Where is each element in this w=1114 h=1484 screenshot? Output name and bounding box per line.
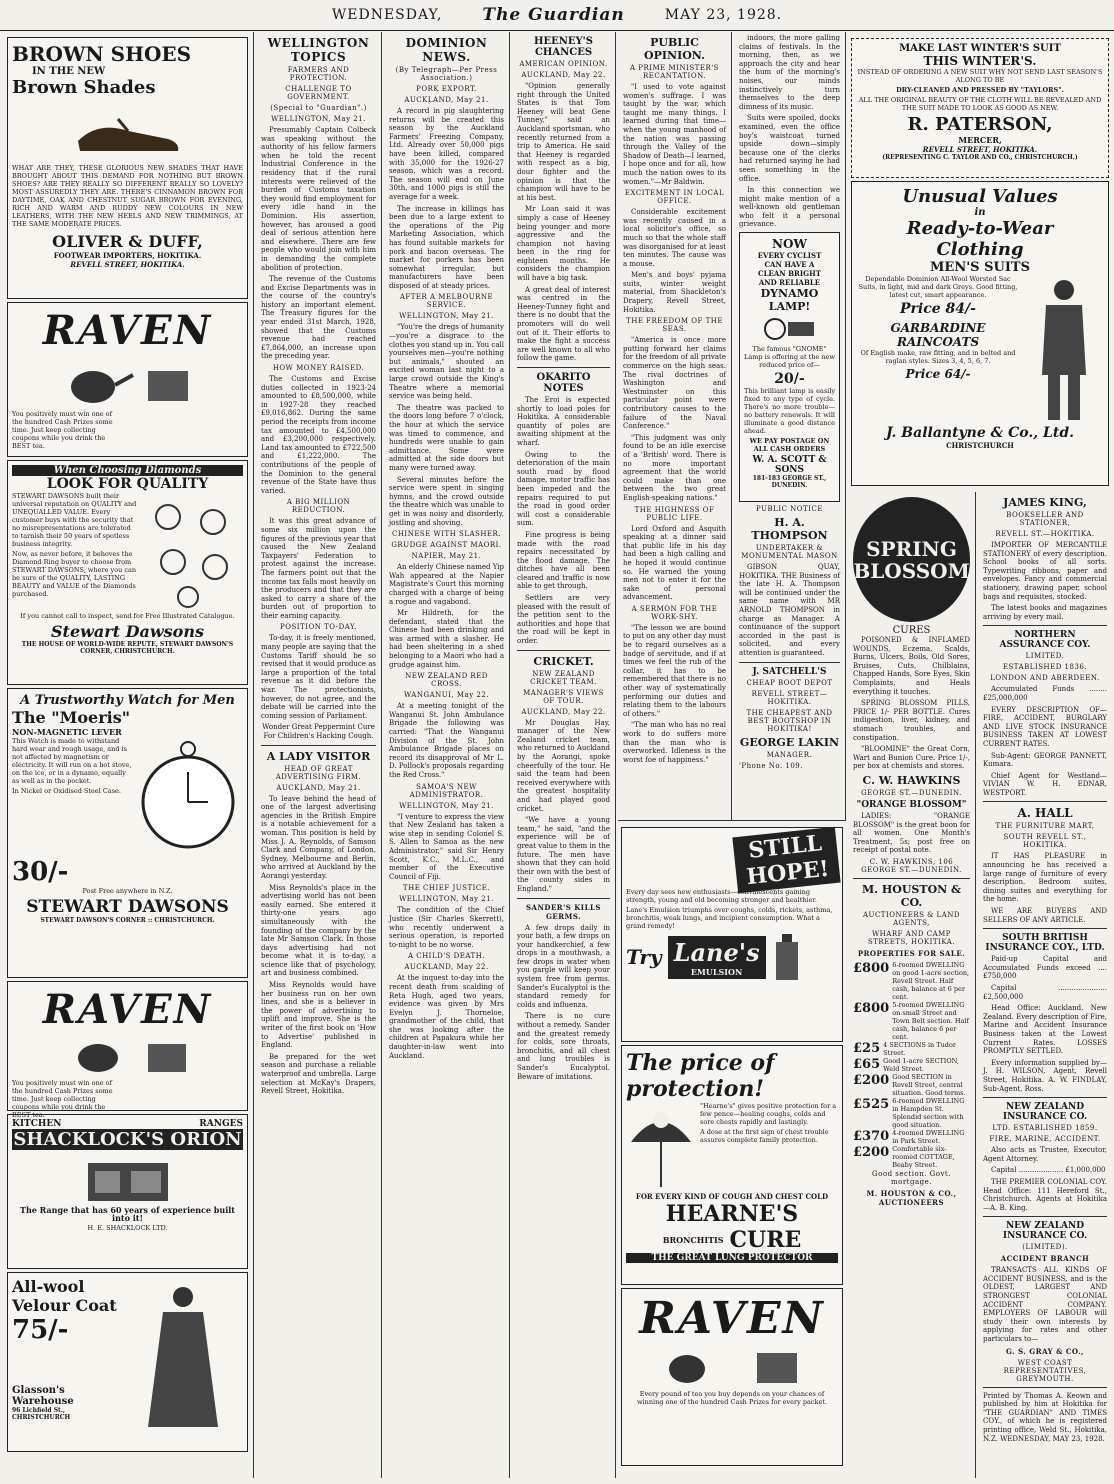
po-h3: THE FREEDOM OF THE SEAS. (626, 317, 723, 334)
lv-p8: Miss Reynolds's place in the advertising world has not been easily earned. She entered it thirty-one years ago simultaneously with the founding of the company by the late Mr Samson Clark. In those days advertising had not become what it is to-day, a science like that of psychology, art and business combined. (261, 883, 376, 978)
north-body: EVERY DESCRIPTION OF—FIRE, ACCIDENT, BURGLARY AND LIVE STOCK INSURANCE BUSINESS TAKEN AT LOWEST CURRENT RATES. (983, 705, 1107, 748)
houston-sub: AUCTIONEERS & LAND AGENTS, (862, 910, 961, 927)
bicycle-lamp-icon (760, 316, 820, 342)
north-est: ESTABLISHED 1836. (1002, 663, 1088, 672)
blossom-title: SPRING BLOSSOM (853, 536, 970, 583)
wt-h4: POSITION TO-DAY. (280, 623, 357, 632)
brown-title: BROWN SHOES (12, 42, 192, 66)
velour-addr: 96 Lichfield St., CHRISTCHURCH (12, 1407, 71, 1421)
watch-head: A Trustworthy Watch for Men (20, 693, 235, 708)
watch-firm-sub: STEWART DAWSON'S CORNER :: CHRISTCHURCH. (40, 917, 215, 924)
heeney-date: AUCKLAND, May 22. (521, 71, 606, 79)
diamond-ring-icon (143, 492, 243, 612)
blossom-orange: "ORANGE BLOSSOM" (856, 799, 967, 810)
thompson-body: GIBSON QUAY, HOKITIKA. THE Business of the late H. A. Thompson will be continued under the same name with MR ARNOLD THOMPSON in charge as Manager. A continuance of the support accorded in the past is solicited, and every attention is guaranteed. (739, 563, 840, 657)
dynamo-lamp-ad (739, 232, 840, 502)
dominion-news-heading: DOMINION NEWS. (405, 36, 488, 64)
dynamo-firm: W. A. SCOTT & SONS (752, 455, 827, 476)
watch-case: In Nickel or Oxidised Steel Case. (12, 787, 121, 795)
dynamo-pay: WE PAY POSTAGE ON ALL CASH ORDERS (749, 437, 830, 454)
raven-tea-ad-1 (7, 302, 248, 457)
suit-clean: DRY-CLEANED AND PRESSED BY "TAYLORS". (896, 86, 1064, 94)
houston-prop: PROPERTIES FOR SALE. (857, 948, 966, 958)
dynamo-h4: CLEAN BRIGHT (758, 269, 821, 279)
imprint: Printed by Thomas A. Keown and published by him at Hokitika for "THE GUARDIAN" AND TIMES COY., of which he is registered printing office, Weld St., Hokitika, N.Z. WEDNESDAY, MAY 23, 1928. (983, 1391, 1107, 1443)
raven-text: You positively must win one of the hundred Cash Prizes some time. Just keep collecting coupons while you drink the BEST tea. (12, 410, 113, 450)
paterson-ad (851, 38, 1109, 178)
satchell-sub: CHEAP BOOT DEPOT (746, 678, 833, 687)
po-h4: THE HIGHNESS OF PUBLIC LIFE. (634, 505, 715, 522)
diam-title: LOOK FOR QUALITY (46, 476, 209, 492)
diamond-ad (7, 460, 248, 685)
diam-firm: Stewart Dawsons (51, 622, 204, 641)
column-4 (512, 32, 616, 1478)
wellington-topics-heading: WELLINGTON TOPICS (267, 36, 370, 64)
nzi2-name: NEW ZEALAND INSURANCE CO. (1002, 1221, 1088, 1242)
wt-sub2: CHALLENGE TO GOVERNMENT. (285, 85, 352, 101)
dn-p11: At the inquest to-day into the recent death from scalding of Reta Hugh, aged two years, evidence was given by Mrs Evelyn J. Thorneloe, grandmother of the child, that she was looking after the children at Papakura while her daughter-in-law went into Auckland. (389, 974, 504, 1060)
bal-firm: J. Ballantyne & Co., Ltd. (886, 425, 1074, 441)
c6-p1: indoors, the more galling claims of festivals. In the morning, then, as we approach the city and hear the hum of the morning's noises, our minds instinctively turn themselves to the deep dimness of its music. (739, 34, 840, 111)
lady-coat-icon (123, 1277, 243, 1437)
orion-firm: H. E. SHACKLOCK LTD. (87, 1224, 168, 1232)
wt-sub1: FARMERS AND PROTECTION. (287, 66, 350, 82)
po-p4: "America is once more putting forward her claims for the freedom of all private commerce on the high seas. The rival doctrines of Washington and Westminster on this particular point were contributory causes to the failure of the Naval Conference." (623, 336, 726, 431)
dn-h6-date: WELLINGTON, May 21. (399, 801, 494, 810)
hall-sub: THE FURNITURE MART, (995, 822, 1095, 831)
suit-body: INSTEAD OF ORDERING A NEW SUIT WHY NOT SEND LAST SEASON'S ALONG TO BE (857, 68, 1103, 84)
divider (853, 878, 970, 879)
lanes-name: Lane's (673, 937, 760, 967)
lakin-sub: MANAGER. (766, 750, 813, 759)
bal-desc: Dependable Dominion All-Wool Worsted Sac Suits, in light, mid and dark Greys. Good fitting, latest cut, smart appearance. (858, 275, 1018, 299)
houston-good: Good section. Govt. mortgage. (872, 1169, 951, 1186)
orion-left: KITCHEN (12, 1119, 62, 1129)
wt-date: WELLINGTON, May 21. (271, 115, 366, 123)
king-name: JAMES KING, (1003, 496, 1087, 509)
nzi-body2: THE PREMIER COLONIAL COY. Head Office: 111 Hereford St., Christchurch. Agents at Hokitika—A. B. King. (983, 1177, 1107, 1212)
public-opinion-heading: PUBLIC OPINION. (644, 36, 705, 62)
blossom-hawk: C. W. HAWKINS (862, 773, 961, 787)
public-notice: PUBLIC NOTICE (756, 505, 823, 514)
bal-mens: MEN'S SUITS (930, 260, 1030, 275)
hearnes-cure-ad (621, 1045, 843, 1285)
wt-p6: Wonder Great Peppermint Cure For Children's Hacking Cough. (262, 723, 375, 740)
nzi2-body: TRANSACTS ALL KINDS OF ACCIDENT BUSINESS, and is the OLDEST, LARGEST AND STRONGEST COLONIAL ACCIDENT COMPANY. EMPLOYERS OF LABOUR will study their own interests by applying for rates and other particulars to— (983, 1266, 1107, 1344)
sb-capital: Paid-up Capital and Accumulated Funds exceed .... £750,000 (983, 955, 1107, 981)
hall-name: A. HALL (1017, 806, 1073, 821)
divider (739, 662, 840, 663)
dn-p4: The theatre was packed to the doors long before 7 o'clock, the hour at which the service was timed to commence, and hundreds were unable to gain admittance. Some were admitted at the side doors but many were turned away. (389, 403, 504, 472)
raven-text-2: You positively must win one of the hundred Cash Prizes some time. Just keep collecting coupons while you drink the BEST tea. (12, 1079, 113, 1119)
divider (261, 745, 376, 746)
dynamo-h5: AND RELIABLE (758, 278, 821, 288)
watch-firm: STEWART DAWSONS (26, 897, 229, 917)
sb-agent: Every information supplied by—J. H. WILSON, Agent, Revell Street, Hokitika. A. W. FINDLAY, Sub-Agent, Ross. (983, 1058, 1107, 1093)
column-1 (2, 32, 254, 1478)
list-item: £200 Good SECTION in Revell Street, central situation. Good terms. (853, 1072, 966, 1097)
brown-addr: REVELL STREET, HOKITIKA. (70, 260, 185, 269)
bal-unusual: Unusual Values (902, 186, 1058, 207)
orion-ad (7, 1114, 248, 1269)
cricket-p8: Mr Douglas Hay, manager of the New Zealand cricket team, who returned to Auckland by the Aorangi, spoke cheerfully of the tour. He said the team had been received everywhere with the greatest hospitality and had played good cricket. (517, 718, 610, 813)
lanes-try: Try (626, 945, 662, 969)
dn-p5: Several minutes before the service were spent in singing hymns, and the crowd outside the theatre which was unable to get in was noisy and disorderly, jostling and shoving. (389, 475, 504, 527)
wt-h3: A BIG MILLION REDUCTION. (286, 498, 351, 515)
dn-p8: At a meeting tonight of the Wanganui St. John Ambulance Brigade the following was carried: "That the Wanganui Division of the St. John Ambulance Brigade places on record its disapproval of Mr L. D. Pollock's proposals regarding the Red Cross." (389, 702, 504, 779)
king-sub: BOOKSELLER AND STATIONER, (1006, 511, 1084, 527)
lakin-name: GEORGE LAKIN (739, 735, 840, 749)
dynamo-body2: This brilliant lamp is easily fixed to any type of cycle. There's no more trouble—no battery renewals. It will illuminate a good distance ahead. (744, 387, 835, 436)
heeney-sub: AMERICAN OPINION. (519, 60, 608, 68)
dn-p6: An elderly Chinese named Yip Wah appeared at the Napier Magistrate's Court this morning charged with a charge of being a rogue and vagabond. (389, 563, 504, 606)
watch-post: Post Free anywhere in N.Z. (82, 887, 173, 895)
cricket-sub2: MANAGER'S VIEWS OF TOUR. (523, 688, 604, 705)
dn-p10: The condition of the Chief Justice (Sir Charles Skerrett), who recently underwent a serious operation, is reported to-night to be no worse. (389, 906, 504, 949)
houston-name: M. HOUSTON & CO. (862, 882, 961, 909)
divider (517, 650, 610, 651)
north-agent: Sub-Agent: GEORGE PANNETT, Kumara. (983, 751, 1107, 769)
okarito-p4: The Eroi is expected shortly to load poles for Hokitika. A considerable quantity of poles are awaiting shipment at the wharf. (517, 396, 610, 447)
diam-body3: If you cannot call to inspect, send for Free Illustrated Catalogue. (20, 612, 235, 620)
wt-p3: The Customs and Excise duties collected in 1923-24 amounted to £8,500,000, while in 1927-28 they reached £9,016,862. During the same period the receipts from income tax amounted to £4,500,000 and £3,200,000 respectively. Land tax amounted to £722,500 and £1,222,000. The contributions of the people of the Dominion to the general revenue of the State have thus varied. (261, 375, 376, 495)
velour-firm: Glasson's Warehouse (12, 1385, 74, 1407)
lv-p7: To leave behind the head of one of the largest advertising agencies in the British Empire is a notable achievement for a woman. This position is held by Miss J. A. Reynolds, of Samson Clark and Company, of London, Sydney, Melbourne and Berlin, who arrived at Auckland by the Aorangi yesterday. (261, 794, 376, 880)
column-7-upper (848, 32, 1112, 492)
heeney-p3: A great deal of interest was centred in the Heeney-Tunney fight and there is no doubt that the promoters will do well out of it. Their efforts to make the fight a success are well known to all who follow the game. (517, 285, 610, 363)
okarito-p7: Settlers are very pleased with the result of the petition sent to the authorities and hope that the road will be kept in order. (517, 594, 610, 646)
po-p7: "The lesson we are bound to put on any other day must be to regard ourselves as a badge of servitude, and if at times we feel the rub of the collar, it has to be remembered that there is no other way of systematically performing our duties and relating them to the labours of others." (623, 623, 726, 718)
thompson-sub: UNDERTAKER & MONUMENTAL MASON (741, 544, 838, 561)
suit-h2: THIS WINTER'S. (923, 54, 1037, 68)
divider (517, 367, 610, 368)
hearne-name: HEARNE'S (665, 1201, 799, 1227)
dn-h5: NEW ZEALAND RED CROSS. (405, 672, 488, 689)
hearne-banner: THE GREAT LUNG PROTECTOR (626, 1253, 838, 1263)
north-chief: Chief Agent for Westland—VIVIAN W. H. EDNAR, WESTPORT. (983, 771, 1107, 797)
king-addr: REVELL ST.—HOKITIKA. (995, 530, 1095, 538)
bal-addr: CHRISTCHURCH (946, 441, 1014, 450)
masthead (0, 0, 1114, 31)
sanders-p11: There is no cure without a remedy. Sander and the greatest remedy for colds, sore throats, bronchitis, and all chest and lung troubles is Sander's Eucalyptol. Beware of imitations. (517, 1012, 610, 1081)
divider (983, 1387, 1107, 1388)
sb-name: SOUTH BRITISH INSURANCE COY., LTD. (985, 933, 1105, 954)
watch-ad (7, 688, 248, 978)
lakin-phone: 'Phone No. 109. (739, 761, 803, 770)
bal-rain: RAINCOATS (896, 335, 980, 349)
sb-capital2: Capital ...................... £2,500,000 (983, 984, 1107, 1001)
bal-gab-desc: Of English make, raw fitting, and in belted and raglan styles. Sizes 3, 4, 5, 6, 7. (860, 349, 1016, 365)
brown-sub2: Brown Shades (12, 77, 156, 98)
bal-ready: Ready-to-Wear (906, 218, 1054, 239)
raven-logo-3: RAVEN (639, 1293, 825, 1344)
okarito-heading: OKARITO NOTES (536, 372, 591, 394)
suit-body2: ALL THE ORIGINAL BEAUTY OF THE CLOTH WILL BE REVEALED AND THE SUIT MADE TO LOOK AS GOOD AS NEW. (858, 96, 1102, 112)
lv-date: AUCKLAND, May 21. (276, 783, 361, 792)
po-p3: Men's and boys' pyjama suits, winter weight material, from Shackleton's Drapery, Revell Street, Hokitika. (623, 271, 726, 314)
lanes-hearnes-block (618, 820, 846, 1480)
wt-h2: HOW MONEY RAISED. (272, 364, 365, 373)
divider (983, 1216, 1107, 1217)
divider (983, 928, 1107, 929)
diam-body2: Now, as never before, it behoves the Diamond Ring buyer to choose from STEWART DAWSONS, where you can be sure of the QUALITY, LASTING BEAUTY and VALUE of the Diamonds purchased. (12, 550, 137, 598)
dn-h3-date: WELLINGTON, May 21. (399, 312, 494, 321)
sanders-heading: SANDER'S KILLS GERMS. (525, 902, 601, 921)
king-body: IMPORTER OF MERCANTILE STATIONERY of every description. School books of all sorts. Typewriting ribbons, paper and envelopes. Fancy and commercial stationery, drawing paper, school bags and requisites, stocked. (983, 541, 1107, 601)
list-item: £525 6-roomed DWELLING in Hampden St. Splendid section with good situation. (853, 1096, 965, 1129)
dn-p9: "I venture to express the view that New Zealand has taken a wise step in sending Colonel S. S. Allen to Samoa as the new Administrator," said Sir Henry Scott, K.C., M.L.C., and member of the Executive Council of Fiji. (389, 812, 504, 881)
brown-firm-sub: FOOTWEAR IMPORTERS, HOKITIKA. (53, 251, 202, 260)
king-body2: The latest books and magazines arriving by every mail. (983, 604, 1107, 621)
watch-sub: NON-MAGNETIC LEVER (12, 727, 122, 737)
dn-h8: A CHILD'S DEATH. (407, 952, 486, 961)
teapot-icon (58, 1036, 198, 1076)
masthead-date: MAY 23, 1928. (664, 7, 783, 23)
watch-price: 30/- (12, 857, 69, 887)
wt-p4: It was this great advance of some six million upon the figures of the previous year that caused the New Zealand Taxpayers' Federation to protest against the increase. The farmers point out that the income tax falls most heavily on the producers and that they are asked to carry a share of the burden out of proportion to their earning capacity. (261, 517, 376, 620)
velour-head: All-wool Velour Coat (12, 1277, 117, 1315)
bal-clothing: Clothing (936, 239, 1024, 260)
houston-wharf: WHARF AND CAMP STREETS, HOKITIKA. (867, 929, 956, 946)
blossom-firm: C. W. HAWKINS, 106 GEORGE ST.—DUNEDIN. (861, 857, 962, 874)
lanes-emulsion-ad (621, 827, 843, 1042)
masthead-day: WEDNESDAY, (331, 7, 443, 23)
hearne-bronch: BRONCHITIS (662, 1235, 724, 1245)
pocket-watch-icon (133, 737, 243, 857)
sanders-p10: A few drops daily in your bath, a few drops on your handkerchief, a few drops in a mouthwash, a few drops in water when you gargle will keep your system free from germs. Sander's Eucalyptol is the standard remedy for colds and influenza. (517, 923, 610, 1009)
divider (517, 898, 610, 899)
dn-p7: Mr Hildreth, for the defendant, stated that the Chinese had been drinking and was armed with a slasher. He had been sheltering in a shed belonging to a Maori who had a grudge against him. (389, 609, 504, 669)
gentleman-umbrella-icon (626, 1102, 696, 1192)
po-h2: EXCITEMENT IN LOCAL OFFICE. (624, 189, 725, 206)
orion-head: SHACKLOCK'S ORION (13, 1129, 242, 1150)
dn-sub: (By Telegraph—Per Press Association.) (395, 66, 498, 82)
okarito-p5: Owing to the deterioration of the main south road by flood damage, motor traffic has been impeded and the repairs required to put the road in good order will cost a considerable sum. (517, 450, 610, 528)
nzi-body: Also acts as Trustee, Executor, Agent Attorney. (983, 1146, 1107, 1163)
heeney-p2: Mr Loan said it was simply a case of Heeney being younger and more aggressive and the champion not having been in the ring for eighteen months. He considers the champion will have a big task. (517, 205, 610, 283)
blossom-body: POISONED & INFLAMED WOUNDS, Eczema, Scalds, Burns, Ulcers, Boils, Old Sores, Bruises, Cuts, Chilblains, Chapped Hands, Sore Eyes, Skin Complaints, and Heals everything it touches. (853, 636, 970, 696)
raven-text-3: Every pound of tea you buy depends on your chances of winning one of the hundred Cash Prizes for every packet. (636, 1390, 828, 1406)
lanes-sub: EMULSION (690, 966, 743, 977)
north-loc: LONDON AND ABERDEEN. (990, 674, 1100, 683)
north-name: NORTHERN ASSURANCE COY. (999, 630, 1091, 651)
nzi2-addr: WEST COAST REPRESENTATIVES, GREYMOUTH. (1003, 1358, 1087, 1383)
brown-sub: IN THE NEW (32, 66, 106, 77)
wt-p2: The revenue of the Customs and Excise Departments was in the course of the country's history an important element. The Treasury figures for the year ended 31st March, 1928, showed that the Customs revenue had reached £7,864,000, an increase upon the preceding year. (261, 275, 376, 361)
po-p2: Considerable excitement was recently caused in a local solicitor's office, so much so that the whole staff was disorganised for at least ten minutes. The cause was a mouse. (623, 208, 726, 268)
cricket-heading: CRICKET. (533, 654, 594, 668)
c6-p2: Suits were spoiled, docks examined, even the office boy's waistcoat turned upside down—simply because one of the clerks had returned saying he had seen something in the office. (739, 114, 840, 183)
paterson-addr: REVELL STREET, HOKITIKA. (922, 145, 1038, 154)
hope-text: HOPE! (745, 855, 831, 891)
blossom-pills: SPRING BLOSSOM PILLS, PRICE 1/- PER BOTTLE. Cures indigestion, liver, kidney, and stomach troubles, and constipation. (853, 699, 970, 742)
nzi-types: FIRE, MARINE, ACCIDENT. (989, 1135, 1101, 1144)
masthead-paper: The Guardian (482, 5, 625, 25)
column-2 (256, 32, 382, 1478)
po-h5: A SERMON FOR THE WORK-SHY. (631, 604, 718, 621)
orion-right: RANGES (199, 1119, 243, 1129)
dn-h4-sub: GRUDGE AGAINST MAORI. (391, 541, 502, 550)
velour-price: 75/- (12, 1315, 69, 1345)
teapot-icon (53, 357, 203, 407)
dn-h7-date: WELLINGTON, May 21. (399, 895, 494, 904)
north-funds: Accumulated Funds ........ £25,000,000 (983, 685, 1107, 702)
still-text: STILL (747, 830, 824, 864)
list-item: £800 6-roomed DWELLING on good 1-acre section, Revell Street. Half cash, balance at 6 per cent. (853, 960, 970, 1001)
paterson-rep: (REPRESENTING C. TAYLOR AND CO., CHRISTCHURCH.) (882, 154, 1078, 161)
paterson-sub: MERCER, (958, 135, 1002, 145)
dn-h2: PORK EXPORT. (416, 85, 477, 93)
spring-blossom-logo (853, 497, 970, 622)
dn-h5-date: WANGANUI, May 22. (403, 691, 490, 700)
houston-firm: M. HOUSTON & CO., AUCTIONEERS (866, 1188, 957, 1207)
c6-p3: In this connection we might make mention of a well-known old gentleman who felt it a personal grievance. (739, 186, 840, 229)
lanes-p9: Every day sees new enthusiasts—convalescents gaining strength, young and old becoming stronger and healthier. (626, 888, 817, 904)
column-7-left (848, 492, 976, 1478)
column-3 (384, 32, 510, 1478)
orion-mid: The Range that has 60 years of experience built into it! (20, 1205, 235, 1223)
wt-p1: Presumably Captain Colbeck was speaking without the authority of his fellow farmers when he told the recent Industrial Conference in the residency that if the rural interests were relieved of the burden of Customs taxation they would find employment for every idle hand in the Dominion. His assertion, however, has aroused a good deal of serious attention here and elsewhere. There are few people who would join with him in demanding the complete abolition of protection. (261, 126, 376, 272)
list-item: £370 4-roomed DWELLING in Park Street. (853, 1128, 965, 1145)
hearne-cure: CURE (729, 1227, 802, 1253)
diam-firm-sub: THE HOUSE OF WORLD-WIDE REPUTE, STEWART DAWSON'S CORNER, CHRISTCHURCH. (21, 641, 234, 655)
ballantyne-ad (851, 181, 1109, 486)
cricket-p9: "We have a young team," he said, "and the experience will be of great value to them in the future. The men have shown that they can hold their own with the best of the county sides in England." (517, 816, 610, 893)
po-p5: "This judgment was only found to be an idle exercise of a 'British' word. There is no more important agreement that the world could make than one between the two great English-speaking nations." (623, 433, 726, 502)
dynamo-price: 20/- (774, 371, 805, 388)
wt-p5: To-day, it is freely mentioned, many people are saying that the Customs Tariff should be so revised that it would produce as large a proportion of the total revenue as it did before the war. The protectionists, however, do not agree, and the debate will be carried into the coming session of Parliament. (261, 634, 376, 720)
divider (983, 801, 1107, 802)
hall-addr: SOUTH REVELL ST., HOKITIKA. (1003, 833, 1087, 850)
nzi2-firm: G. S. GRAY & CO., (1006, 1346, 1084, 1356)
list-item: £25 4 SECTIONS in Tudor Street. (853, 1040, 956, 1057)
brown-shoes-ad (7, 37, 248, 299)
raven-logo: RAVEN (42, 307, 213, 354)
dn-h7: THE CHIEF JUSTICE. (402, 884, 491, 893)
brown-firm: OLIVER & DUFF, (52, 232, 203, 251)
heeney-p1: "Opinion generally right through the United States is that Tom Heeney will beat Gene Tunney," said an Auckland sportsman, who recently returned from a trip to America. He said that Heeney is regarded with respect as a big, dour fighter and the opinion is that the champion will have to be at his best. (517, 82, 610, 202)
wt-special: (Special to "Guardian".) (270, 104, 367, 112)
heeney-heading: HEENEY'S CHANCES (534, 36, 593, 58)
lv-sub: HEAD OF GREAT ADVERTISING FIRM. (275, 764, 362, 781)
bal-price: Price 84/- (900, 301, 976, 317)
dynamo-h1: NOW (772, 237, 807, 252)
cricket-sub: NEW ZEALAND CRICKET TEAM. (530, 669, 597, 686)
north-sub: LIMITED. (1025, 652, 1065, 661)
dn-h4: CHINESE WITH SLASHER. (391, 530, 502, 539)
paterson-name: R. PATERSON, (907, 114, 1053, 135)
blossom-ladies: LADIES: "ORANGE BLOSSOM" is the great boon for all women. One Month's Treatment, 5s; post free on receipt of postal note. (853, 811, 970, 855)
protection: protection! (626, 1076, 765, 1102)
po-sub: A PRIME MINISTER'S RECANTATION. (630, 64, 719, 80)
lv-p10: Be prepared for the wet season and purchase a reliable waterproof and umbrella. Large selection at McKay's Drapers, Revell Street, Hokitika. (261, 1052, 376, 1096)
blossom-ointment: "BLOOMINE" the Great Corn, Wart and Bunion Cure. Price 1/-, per box at chemists and stores. (853, 745, 970, 771)
po-p8: "The man who has no real work to do suffers more than the man who is overworked. Idleness is the worst foe of happiness." (623, 721, 726, 764)
dynamo-addr: 181-183 GEORGE ST., DUNEDIN. (752, 475, 827, 490)
hall-body2: WE ARE BUYERS AND SELLERS OF ANY ARTICLE. (983, 907, 1107, 924)
sb-body: Head Office: Auckland, New Zealand. Every description of Fire, Marine and Accident Insurance Business taken at the Lowest Current Rates. LOSSES PROMPTLY SETTLED. (983, 1004, 1107, 1056)
lv-p9: Miss Reynolds would have her business run on her own lines, and she is a believer in the power of advertising to uplift and improve. She is the writer of the first book on 'How to Advertise' published in England. (261, 981, 376, 1050)
bal-price2: Price 64/- (905, 367, 971, 381)
bal-gab: GARBARDINE (890, 321, 986, 335)
blossom-cures: CURES (892, 625, 931, 636)
thompson-name: H. A. THOMPSON (751, 516, 828, 543)
watch-body: This Watch is made to withstand hard wear and rough usage, and is not affected by magnetism or electricity. It will run on a hot stove, on the ice, or in a dynamo, equally as well as in the pocket. (12, 737, 132, 785)
nzi-capital: Capital .................... £1,000,000 (991, 1166, 1106, 1175)
nzi-name: NEW ZEALAND INSURANCE CO. (1002, 1102, 1088, 1123)
dn-p3: "You're the dregs of humanity—you're a disgrace to the clothes you stand up in. You call yourselves men—you're nothing but animals," shouted an excited woman last night to a large crowd outside the King's Theatre where a memorial service was being held. (389, 323, 504, 401)
dn-p1: A record in pig slaughtering returns will be created this season by the Auckland Farmers' Freezing Company, Ltd. Already over 50,000 pigs have been killed, compared with 35,000 for the 1926-27 season, which was a record. The season will end on June 30th, and 1000 pigs is still the average for a week. (389, 107, 504, 201)
hearne-text2: A dose at the first sign of chest trouble assures complete family protection. (700, 1128, 829, 1144)
raven-tea-ad-3 (621, 1288, 843, 1466)
hearne-text: "Hearne's" gives positive protection for a few pence—healing coughs, colds and sore chests rapidly and lastingly. (700, 1102, 837, 1126)
medicine-bottle-icon (772, 932, 802, 982)
satchell-addr: REVELL STREET—HOKITIKA. (751, 689, 828, 706)
blossom-addr: GEORGE ST.—DUNEDIN. (861, 788, 962, 797)
hall-body: IT HAS PLEASURE in announcing he has received a large range of furniture of every description. Bedroom suites, dining suites and everything for the home. (983, 852, 1107, 904)
list-item: £200 Comfortable six-roomed COTTAGE, Beaby Street. (853, 1144, 955, 1169)
cricket-date: AUCKLAND, May 22. (521, 707, 606, 716)
dn-p2: The increase in killings has been due to a large extent to the operations of the Pig Marketing Association, which has found suitable markets for pork and bacon overseas. The market for porkers has been somewhat irregular, but manufacturers have been disposed of at steady prices. (389, 204, 504, 290)
dn-h3: AFTER A MELBOURNE SERVICE. (399, 293, 494, 310)
satchell-body: THE CHEAPEST AND BEST BOOTSHOP IN HOKITIKA! (746, 708, 833, 733)
column-8 (978, 492, 1112, 1478)
divider (983, 625, 1107, 626)
nzi-sub: LTD. ESTABLISHED 1859. (992, 1124, 1098, 1133)
hearne-every: FOR EVERY KIND OF COUGH AND CHEST COLD (635, 1192, 829, 1201)
dn-h8-date: AUCKLAND, May 22. (404, 963, 489, 972)
watch-name: The "Moeris" (12, 708, 131, 727)
price-of: The price of (626, 1050, 775, 1076)
okarito-p6: Fine progress is being made with the road repairs necessitated by the flood damage. The ditches have all been cleared and traffic is now able to get through. (517, 530, 610, 591)
range-stove-icon (83, 1153, 173, 1203)
nzi2-sub: (LIMITED). (1022, 1243, 1068, 1252)
po-p1: "I used to vote against women's suffrage. I was taught by the war, which taught me many things. I learned during that time—when the young manhood of the nation was passing through the Valley of the Shadow of Death—I learned, I hope once and for all, how much the nation owes to its women."—Mr Baldwin. (623, 83, 726, 186)
teapot-icon (657, 1347, 807, 1387)
houston-list (853, 961, 970, 1169)
suit-h1: MAKE LAST WINTER'S SUIT (899, 43, 1061, 54)
man-in-suit-icon (1024, 275, 1104, 425)
diam-body: STEWART DAWSONS built their universal reputation on QUALITY and UNEQUALLED VALUE. Every customer buys with the security that no misrepresentations are tolerated to tarnish their 50 years of spotless business integrity. (12, 492, 137, 548)
dn-h2-date: AUCKLAND, May 21. (404, 96, 489, 104)
dynamo-h3: CAN HAVE A (764, 260, 815, 270)
shoe-icon (68, 101, 188, 161)
list-item: £65 Good 1-acre SECTION, Weld Street. (853, 1056, 959, 1073)
diam-head: When Choosing Diamonds (12, 465, 243, 476)
raven-tea-ad-2 (7, 981, 248, 1119)
list-item: £800 5-roomed DWELLING on small Street and Town Belt section. Half cash, balance 6 per cent. (853, 1000, 969, 1041)
dynamo-body: The famous "GNOME" Lamp is offering at the new reduced price of— (744, 345, 835, 370)
dynamo-h2: EVERY CYCLIST (757, 251, 822, 261)
dynamo-title: DYNAMO LAMP! (760, 287, 819, 314)
po-p6: Lord Oxford and Asquith speaking at a dinner said that public life in his day had been a high calling and he hoped it would continue so. He warned the young men not to enter it for the sake of personal advancement. (623, 524, 726, 602)
brown-body: WHAT ARE THEY, THESE GLORIOUS NEW SHADES THAT HAVE BROUGHT ABOUT THIS DEMAND FOR NOTHING BUT BROWN SHOES? ARE THEY REALLY SO DIFFERENT REALLY SO LOVELY? MOST ASSUREDLY THEY ARE. THERE'S CINNAMON BROWN FOR DAYTIME, OAK AND CHESTNUT SUGAR BROWN FOR EVENING, RICH AND WARM AND RUDDY NEW COLOURS IN NEW LEATHERS, WITH THE NEW HEELS AND NEW TRIMMINGS, AT THE SAME MODERATE PRICES. (12, 164, 243, 228)
nzi2-branch: ACCIDENT BRANCH (1000, 1254, 1090, 1264)
lanes-p10: Lane's Emulsion triumphs over coughs, colds, rickets, asthma, bronchitis, weak lungs, and incipient consumption. What a grand remedy! (626, 906, 833, 930)
satchell-name: J. SATCHELL'S (752, 666, 827, 677)
dn-h4-date: NAPIER, May 21. (411, 552, 482, 561)
velour-coat-ad (7, 1272, 248, 1452)
divider (983, 1097, 1107, 1098)
bal-in: in (974, 207, 986, 218)
dn-h6: SAMOA'S NEW ADMINISTRATOR. (409, 782, 484, 799)
lady-visitor-heading: A LADY VISITOR (266, 749, 371, 763)
raven-logo-2: RAVEN (42, 986, 213, 1033)
